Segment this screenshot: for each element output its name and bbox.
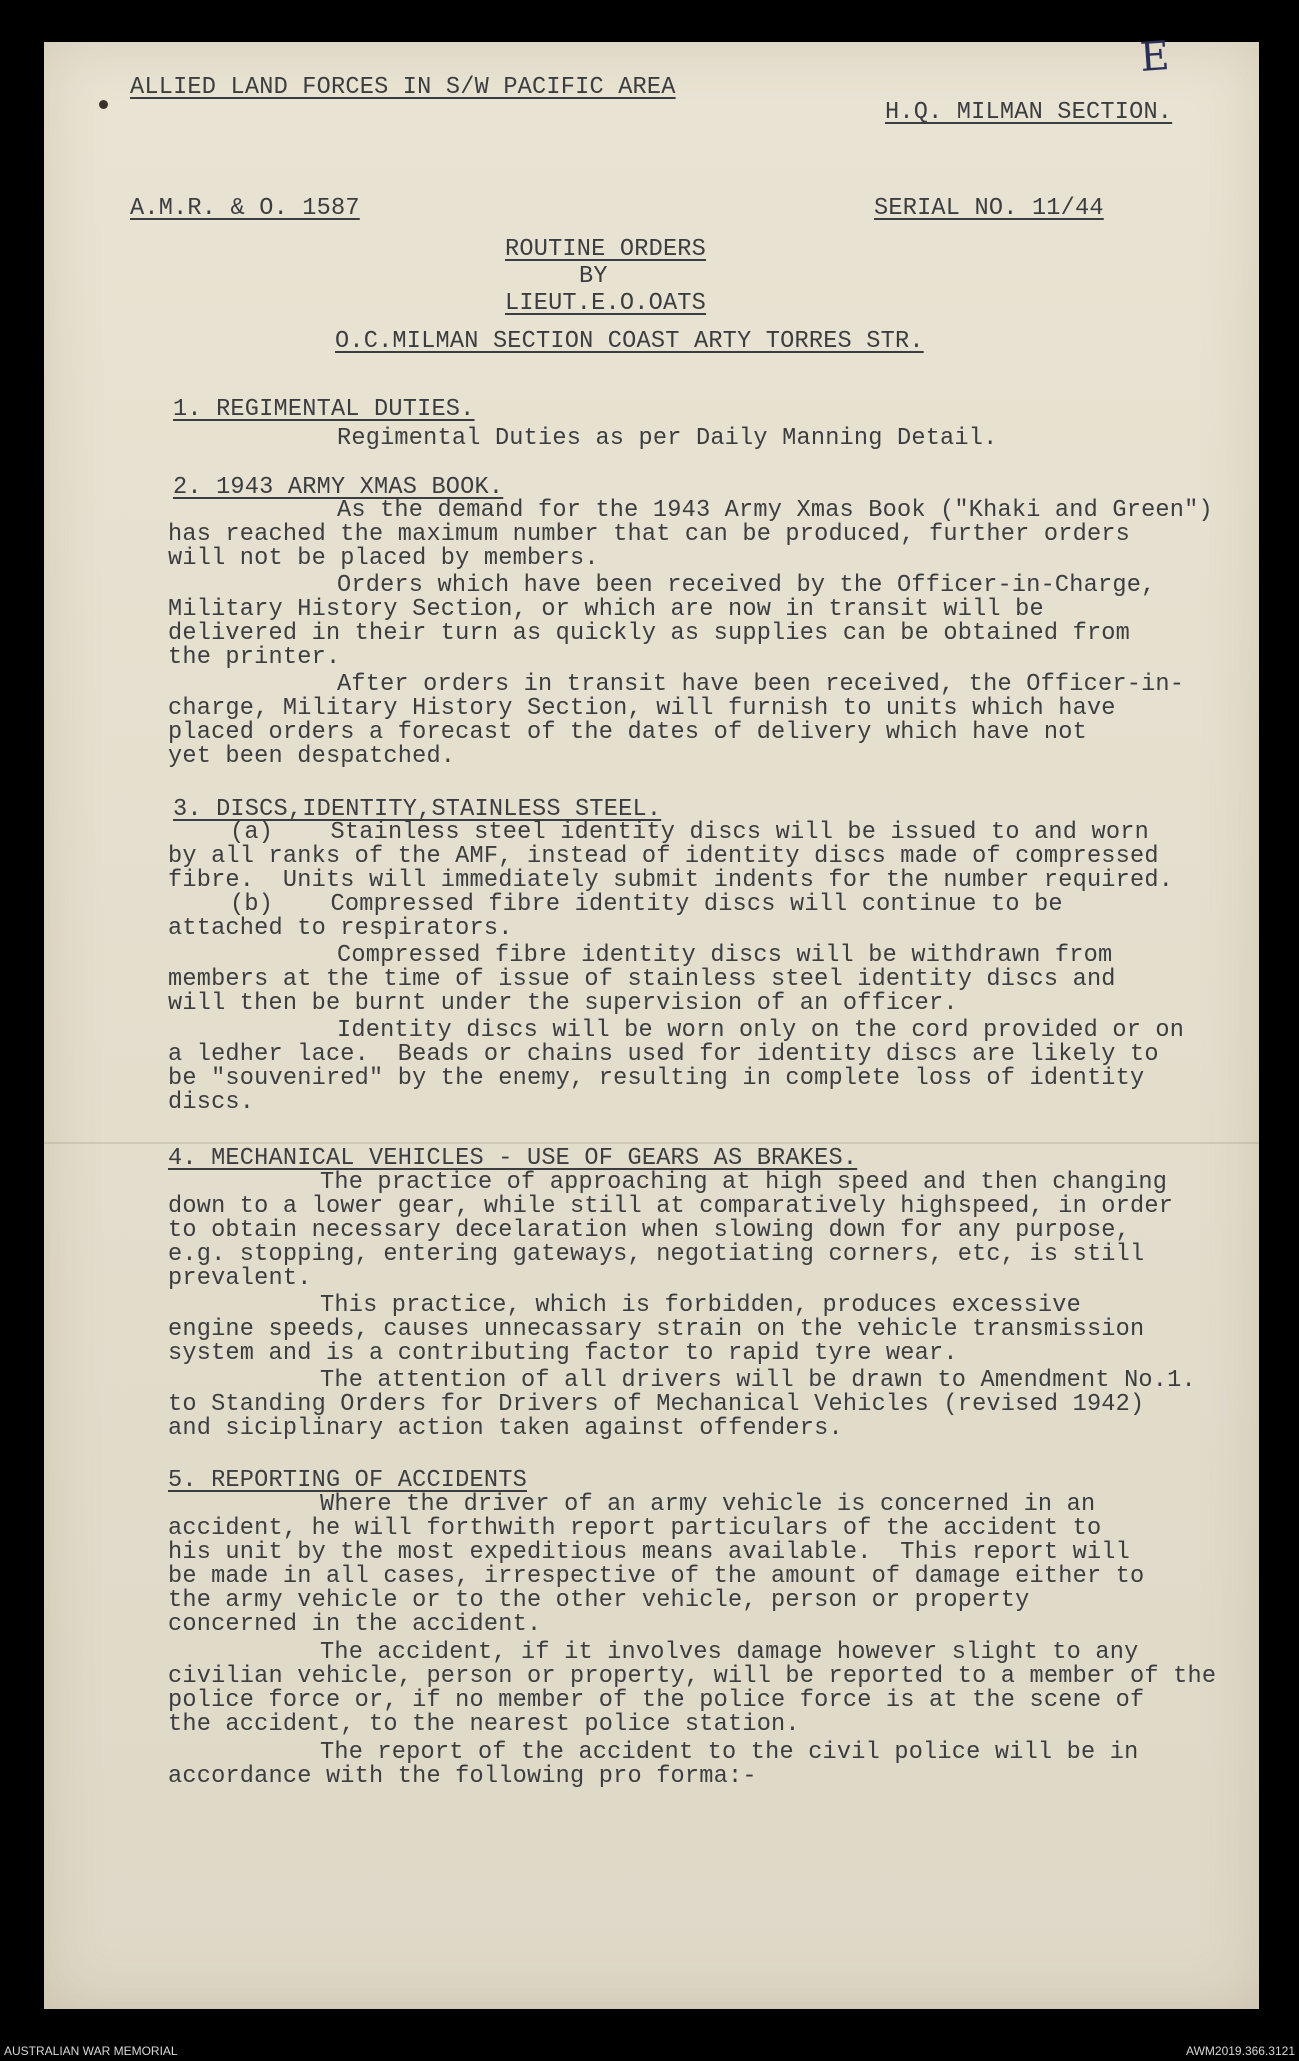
title-line: O.C.MILMAN SECTION COAST ARTY TORRES STR. [335,328,924,355]
section-3-line: Compressed fibre identity discs will be withdrawn from [337,942,1113,969]
section-4-line: This practice, which is forbidden, produces excessive [320,1292,1082,1319]
section-4-line: to obtain necessary decelaration when slowing down for any purpose, [168,1217,1131,1244]
section-2-line: As the demand for the 1943 Army Xmas Book ("Khaki and Green") [337,497,1213,524]
section-5-line: accordance with the following pro forma:- [168,1763,757,1790]
section-2-line: charge, Military History Section, will furnish to units which have [168,695,1116,722]
section-5-line: police force or, if no member of the police force is at the scene of [168,1687,1145,1714]
section-2-heading: 2. 1943 ARMY XMAS BOOK. [173,474,504,501]
section-2-line: yet been despatched. [168,743,456,770]
section-5-line: accident, he will forthwith report particulars of the accident to [168,1515,1102,1542]
section-2-line: will not be placed by members. [168,545,599,572]
section-4-line: system and is a contributing factor to rapid tyre wear. [168,1340,958,1367]
section-5-line: the accident, to the nearest police station. [168,1711,800,1738]
section-5-line: civilian vehicle, person or property, will be reported to a member of the [168,1663,1217,1690]
section-4-heading: 4. MECHANICAL VEHICLES - USE OF GEARS AS BRAKES. [168,1145,858,1172]
section-3-line: members at the time of issue of stainless steel identity discs and [168,966,1116,993]
section-3-line: by all ranks of the AMF, instead of identity discs made of compressed [168,843,1159,870]
section-4-line: The attention of all drivers will be drawn to Amendment No.1. [320,1367,1196,1394]
title-line: ROUTINE ORDERS [505,236,707,263]
serial-number: SERIAL NO. 11/44 [874,195,1104,222]
section-2-line: Orders which have been received by the Officer-in-Charge, [337,572,1156,599]
title-line: LIEUT.E.O.OATS [505,290,707,317]
section-1-text: Regimental Duties as per Daily Manning Detail. [337,425,998,452]
fold-crease [44,1142,1259,1144]
section-4-line: to Standing Orders for Drivers of Mechanical Vehicles (revised 1942) [168,1391,1145,1418]
section-2-line: After orders in transit have been received, the Officer-in- [337,671,1185,698]
section-5-line: be made in all cases, irrespective of the amount of damage either to [168,1563,1145,1590]
section-4-line: down to a lower gear, while still at comparatively highspeed, in order [168,1193,1174,1220]
footer-accession-number: AWM2019.366.3121 [1186,2044,1295,2058]
hq-line: ALLIED LAND FORCES IN S/W PACIFIC AREA [130,74,676,101]
section-5-line: his unit by the most expeditious means available. This report will [168,1539,1131,1566]
section-2-line: placed orders a forecast of the dates of delivery which have not [168,719,1087,746]
section-2-line: Military History Section, or which are now in transit will be [168,596,1044,623]
section-4-line: The practice of approaching at high speed and then changing [320,1169,1168,1196]
section-4-line: prevalent. [168,1265,312,1292]
section-3-line: will then be burnt under the supervision of an officer. [168,990,958,1017]
section-heading-right: H.Q. MILMAN SECTION. [885,99,1173,126]
section-3-line: attached to respirators. [168,915,513,942]
section-5-line: The report of the accident to the civil police will be in [320,1739,1139,1766]
section-1-heading: 1. REGIMENTAL DUTIES. [173,396,475,423]
amr-reference: A.M.R. & O. 1587 [130,195,360,222]
footer-credit: AUSTRALIAN WAR MEMORIAL [4,2044,178,2058]
section-3-line: (a) Stainless steel identity discs will be issued to and worn [230,819,1149,846]
section-5-line: The accident, if it involves damage however slight to any [320,1639,1139,1666]
section-3-heading: 3. DISCS,IDENTITY,STAINLESS STEEL. [173,796,662,823]
section-2-line: delivered in their turn as quickly as supplies can be obtained from [168,620,1131,647]
section-4-line: and siciplinary action taken against offenders. [168,1415,843,1442]
section-4-line: e.g. stopping, entering gateways, negotiating corners, etc, is still [168,1241,1145,1268]
handwritten-mark: E [1138,33,1171,81]
section-3-line: a ledher lace. Beads or chains used for identity discs are likely to [168,1041,1159,1068]
section-3-line: Identity discs will be worn only on the cord provided or on [337,1017,1185,1044]
section-3-line: discs. [168,1089,255,1116]
section-5-line: concerned in the accident. [168,1611,542,1638]
section-2-line: the printer. [168,644,341,671]
section-5-heading: 5. REPORTING OF ACCIDENTS [168,1467,527,1494]
pin-hole [99,100,108,109]
section-3-line: fibre. Units will immediately submit indents for the number required. [168,867,1174,894]
section-4-line: engine speeds, causes unnecassary strain on the vehicle transmission [168,1316,1145,1343]
section-5-line: the army vehicle or to the other vehicle, person or property [168,1587,1030,1614]
section-3-line: (b) Compressed fibre identity discs will continue to be [230,891,1063,918]
section-2-line: has reached the maximum number that can be produced, further orders [168,521,1131,548]
section-5-line: Where the driver of an army vehicle is concerned in an [320,1491,1096,1518]
title-line: BY [579,263,608,290]
section-3-line: be "souvenired" by the enemy, resulting in complete loss of identity [168,1065,1145,1092]
